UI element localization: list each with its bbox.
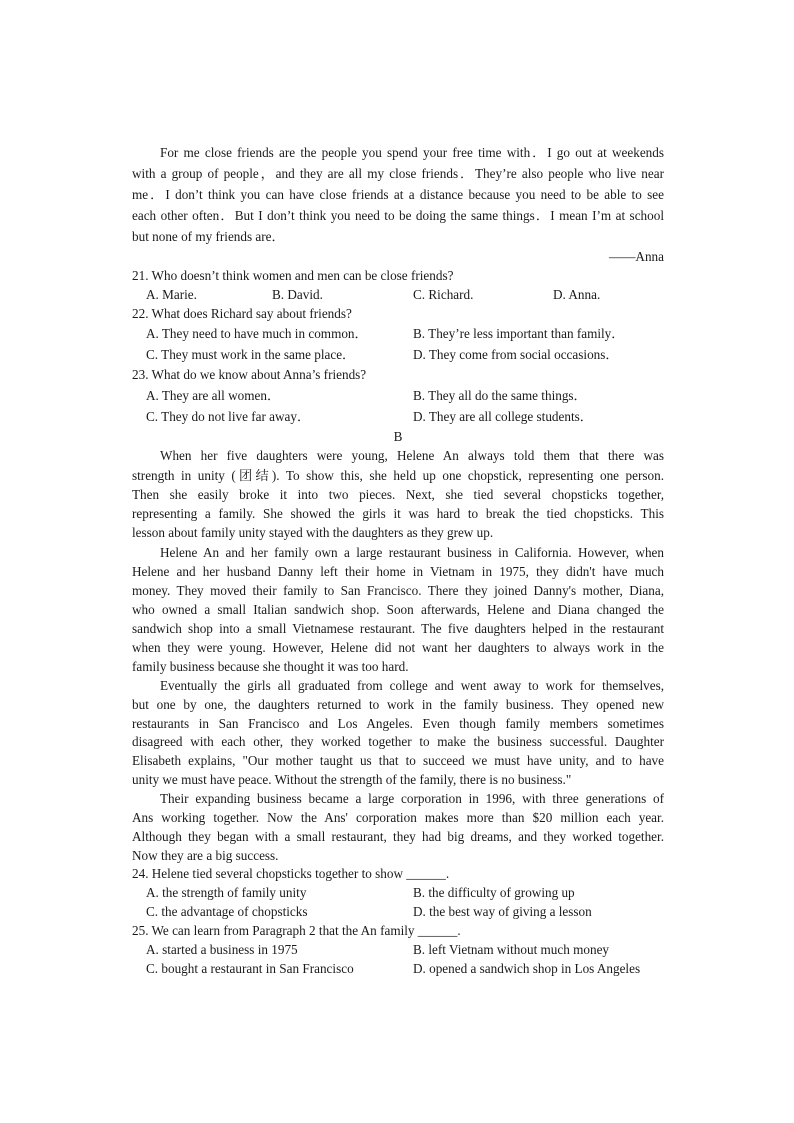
option-c[interactable]: C. They must work in the same place．: [146, 347, 356, 362]
text-line: but one by one, the daughters returned to work in the family business. They opened new: [132, 697, 664, 712]
option-d[interactable]: D. Anna.: [553, 287, 601, 302]
option-b[interactable]: B. They’re less important than family．: [413, 326, 625, 341]
text-line: lesson about family unity stayed with the daughters as they grew up.: [132, 525, 494, 540]
text-line: Elisabeth explains, "Our mother taught us that to succeed we must have unity, and to have: [132, 753, 664, 768]
text-line: unity we must have peace. Without the strength of the family, there is no business.": [132, 772, 572, 787]
option-c[interactable]: C. the advantage of chopsticks: [146, 904, 308, 919]
text-line: with a group of people，and they are all my close friends．They’re also people who live near: [132, 166, 664, 181]
text-line: money. They moved their family to San Francisco. There they joined Danny's mother, Diana,: [132, 583, 664, 598]
text-line: Their expanding business became a large corporation in 1996, with three generations of: [160, 791, 664, 806]
option-d[interactable]: D. opened a sandwich shop in Los Angeles: [413, 961, 641, 976]
text-line: strength in unity (团结). To show this, she held up one chopstick, representing one person.: [132, 468, 664, 483]
option-a[interactable]: A. the strength of family unity: [146, 885, 307, 900]
text-line: Helene and her husband Danny left their home in Vietnam in 1975, they didn't have much: [132, 564, 664, 579]
option-b[interactable]: B. left Vietnam without much money: [413, 942, 610, 957]
question-stem: 25. We can learn from Paragraph 2 that the An family ______.: [132, 923, 461, 938]
text-line: Then she easily broke it into two pieces. Next, she tied several chopsticks together,: [132, 487, 664, 502]
question-stem: 21. Who doesn’t think women and men can be close friends?: [132, 268, 454, 283]
option-a[interactable]: A. They are all women．: [146, 388, 281, 403]
option-c[interactable]: C. Richard.: [413, 287, 474, 302]
option-c[interactable]: C. They do not live far away．: [146, 409, 311, 424]
text-line: disagreed with each other, they worked together to make the business successful. Daughter: [132, 734, 664, 749]
option-b[interactable]: B. David.: [272, 287, 323, 302]
section-b-heading: B: [393, 429, 403, 444]
text-line: sandwich shop into a small Vietnamese restaurant. The five daughters helped in the restaurant: [132, 621, 664, 636]
question-stem: 22. What does Richard say about friends?: [132, 306, 352, 321]
question-stem: 24. Helene tied several chopsticks together to show ______.: [132, 866, 450, 881]
option-b[interactable]: B. the difficulty of growing up: [413, 885, 575, 900]
option-a[interactable]: A. started a business in 1975: [146, 942, 298, 957]
signature-anna: ——Anna: [609, 249, 664, 264]
text-line: Now they are a big success.: [132, 848, 279, 863]
text-line: Ans working together. Now the Ans' corporation makes more than $20 million each year.: [132, 810, 664, 825]
text-line: When her five daughters were young, Helene An always told them that there was: [160, 448, 664, 463]
text-line: restaurants in San Francisco and Los Angeles. Even though family members sometimes: [132, 716, 664, 731]
question-stem: 23. What do we know about Anna’s friends?: [132, 367, 367, 382]
option-a[interactable]: A. They need to have much in common．: [146, 326, 368, 341]
option-d[interactable]: D. They are all college students．: [413, 409, 593, 424]
text-line: each other often．But I don’t think you need to be doing the same things．I mean I’m at school: [132, 208, 664, 223]
option-d[interactable]: D. the best way of giving a lesson: [413, 904, 592, 919]
text-line: family business because she thought it was too hard.: [132, 659, 409, 674]
text-line: me．I don’t think you can have close friends at a distance because you need to be able to see: [132, 187, 664, 202]
text-line: who owned a small Italian sandwich shop. Soon afterwards, Helene and Diana changed the: [132, 602, 664, 617]
text-line: Helene An and her family own a large restaurant business in California. However, when: [160, 545, 664, 560]
text-line: but none of my friends are．: [132, 229, 285, 244]
text-line: when they were young. However, Helene did not want her daughters to always work in the: [132, 640, 664, 655]
option-c[interactable]: C. bought a restaurant in San Francisco: [146, 961, 354, 976]
option-a[interactable]: A. Marie.: [146, 287, 197, 302]
text-line: Eventually the girls all graduated from college and went away to work for themselves,: [160, 678, 664, 693]
option-b[interactable]: B. They all do the same things．: [413, 388, 587, 403]
option-d[interactable]: D. They come from social occasions．: [413, 347, 619, 362]
text-line: For me close friends are the people you spend your free time with．I go out at weekends: [160, 145, 664, 160]
text-line: representing a family. She showed the girls it was hard to break the tied chopsticks. This: [132, 506, 664, 521]
text-line: Although they began with a small restaurant, they had big dreams, and they worked together.: [132, 829, 664, 844]
